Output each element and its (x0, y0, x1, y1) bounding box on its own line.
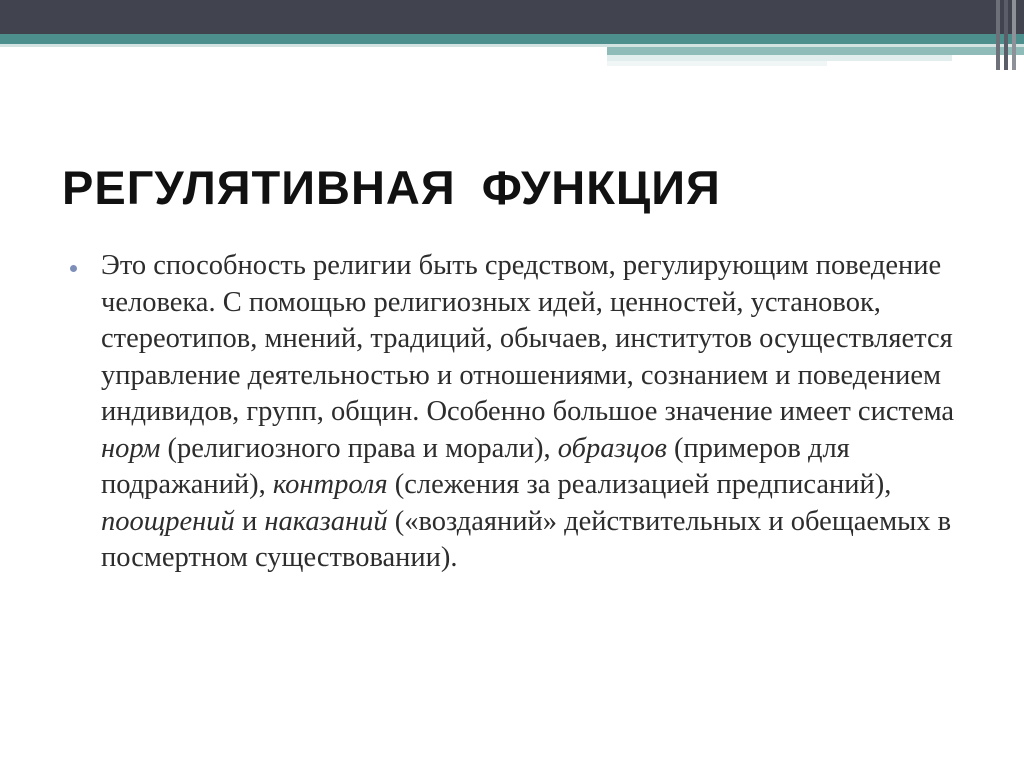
right-accent-band (607, 47, 1024, 55)
emphasis-term: наказаний (264, 505, 388, 537)
corner-stripe (996, 0, 1000, 70)
slide-title: РЕГУЛЯТИВНАЯ ФУНКЦИЯ (62, 161, 721, 214)
text-segment: Это способность религии быть средством, регулирующим поведение человека. С помощью религиозных идей, ценностей, установок, стереотипов, мнений, традиций, обычаев, институтов осуществляется управление деятельностью и отношениями, сознанием и поведением индивидов, групп, общин. Особенно большое значение имеет система (101, 250, 955, 427)
bullet-dot-icon (70, 265, 77, 272)
top-band-teal (0, 34, 1024, 44)
text-segment: и (234, 505, 265, 537)
corner-stripe (1004, 0, 1008, 70)
text-segment: (слежения за реализацией предписаний), (387, 469, 892, 500)
text-segment: (религиозного права и морали), (160, 432, 558, 464)
text-segment: («воздаяний» действительных и обещаемых в посмертном существовании). (101, 505, 952, 573)
top-band-dark (0, 0, 1024, 34)
bullet-text (101, 248, 981, 577)
emphasis-term: норм (101, 432, 161, 464)
text-segment: (примеров для подражаний), (101, 432, 850, 500)
right-accent-band-lower (607, 61, 827, 66)
bullet-item (70, 248, 970, 577)
emphasis-term: образцов (557, 432, 667, 464)
emphasis-term: поощрений (101, 505, 235, 537)
emphasis-term: контроля (272, 469, 388, 500)
corner-stripe (1012, 0, 1016, 70)
